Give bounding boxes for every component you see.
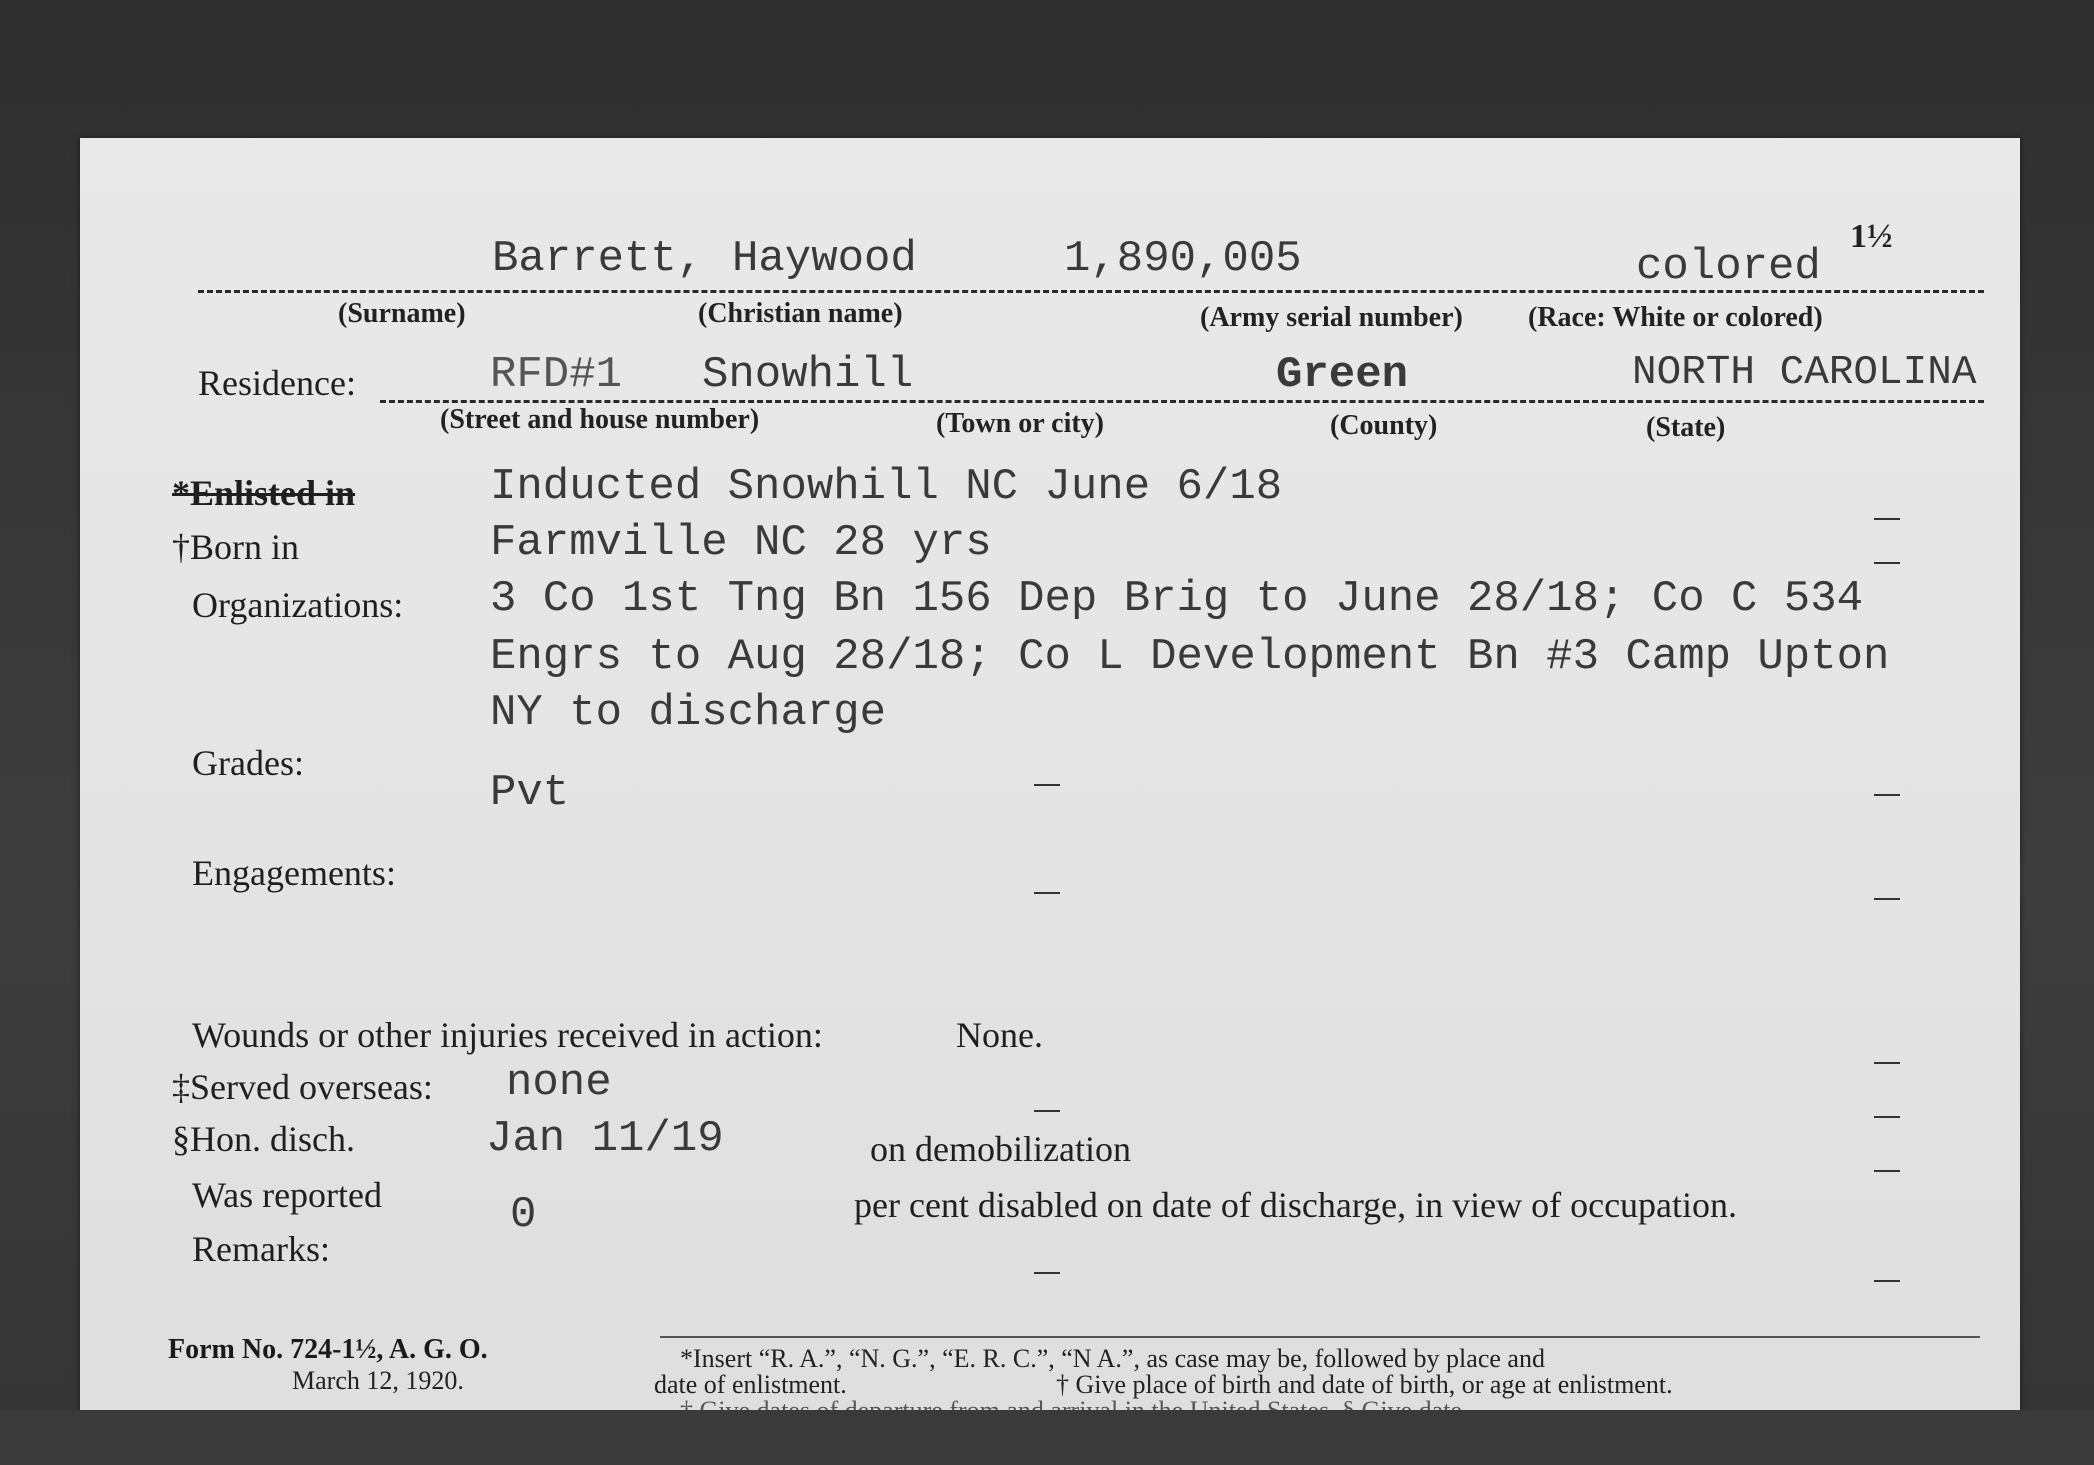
served-overseas-label: ‡Served overseas:: [172, 1067, 433, 1107]
hon-disch-label: §Hon. disch.: [172, 1119, 355, 1159]
state-caption: (State): [1646, 412, 1726, 443]
reported-label: Was reported: [192, 1175, 383, 1215]
footer-rule: [660, 1336, 1980, 1338]
county-value: Green: [1276, 350, 1409, 400]
enlisted-end-mark: [1874, 518, 1900, 520]
form-number: Form No. 724-1½, A. G. O.: [168, 1334, 488, 1365]
engagements-end-mark: [1874, 898, 1900, 900]
corner-number: 1½: [1850, 218, 1893, 255]
christian-name-value: Haywood: [732, 234, 917, 284]
grades-label: Grades:: [192, 743, 304, 783]
grades-value: Pvt: [490, 768, 570, 818]
organizations-label: Organizations:: [192, 585, 404, 625]
race-value: colored: [1636, 242, 1821, 292]
remarks-label: Remarks:: [192, 1229, 330, 1269]
army-serial-value: 1,890,005: [1064, 234, 1302, 284]
residence-label: Residence:: [198, 363, 356, 403]
organizations-line-1: 3 Co 1st Tng Bn 156 Dep Brig to June 28/18; Co C 534: [490, 574, 1864, 624]
army-serial-caption: (Army serial number): [1200, 302, 1463, 333]
organizations-line-3: NY to discharge: [490, 688, 887, 738]
residence-line: [380, 400, 1984, 403]
christian-name-caption: (Christian name): [698, 298, 903, 329]
service-record-card: [80, 138, 2020, 1465]
reported-suffix: per cent disabled on date of discharge, in view of occupation.: [854, 1185, 1738, 1225]
hon-disch-value: Jan 11/19: [486, 1114, 724, 1164]
name-row-line: [198, 290, 1984, 293]
engagements-mid-mark: [1034, 892, 1060, 894]
grades-end-mark: [1874, 794, 1900, 796]
form-date: March 12, 1920.: [292, 1366, 464, 1395]
remarks-mid-mark: [1034, 1272, 1060, 1274]
surname-value: Barrett,: [492, 234, 704, 284]
overseas-mid-mark: [1034, 1110, 1060, 1112]
town-value: Snowhill: [702, 350, 914, 400]
footnote-line-2b: † Give place of birth and date of birth, or age at enlistment.: [1056, 1370, 1673, 1399]
hon-disch-suffix: on demobilization: [870, 1129, 1131, 1169]
served-overseas-value: none: [506, 1058, 612, 1108]
state-value: NORTH CAROLINA: [1632, 350, 1977, 396]
street-caption: (Street and house number): [440, 404, 760, 435]
footnote-line-1: *Insert “R. A.”, “N. G.”, “E. R. C.”, “N A.”, as case may be, followed by place and: [680, 1344, 1545, 1373]
overseas-end-mark: [1874, 1062, 1900, 1064]
enlisted-value: Inducted Snowhill NC June 6/18: [490, 462, 1283, 512]
grades-mid-mark: [1034, 784, 1060, 786]
engagements-label: Engagements:: [192, 853, 396, 893]
reported-value: 0: [510, 1190, 537, 1240]
enlisted-label: *Enlisted in: [172, 473, 356, 513]
footnote-line-2a: date of enlistment.: [654, 1370, 847, 1399]
born-end-mark: [1874, 562, 1900, 564]
race-caption: (Race: White or colored): [1528, 302, 1823, 333]
hon-disch-end-mark: [1874, 1170, 1900, 1172]
town-caption: (Town or city): [936, 408, 1104, 439]
organizations-line-2: Engrs to Aug 28/18; Co L Development Bn #3 Camp Upton: [490, 632, 1890, 682]
wounds-label: Wounds or other injuries received in action:: [192, 1015, 823, 1055]
scanner-bottom-edge: [0, 1410, 2094, 1465]
street-value: RFD#1: [490, 350, 623, 400]
remarks-end-mark: [1874, 1280, 1900, 1282]
wounds-value: None.: [956, 1015, 1043, 1055]
born-label: †Born in: [172, 527, 300, 567]
overseas-end-mark-2: [1874, 1116, 1900, 1118]
county-caption: (County): [1330, 410, 1438, 441]
surname-caption: (Surname): [338, 298, 466, 329]
born-value: Farmville NC 28 yrs: [490, 518, 992, 568]
